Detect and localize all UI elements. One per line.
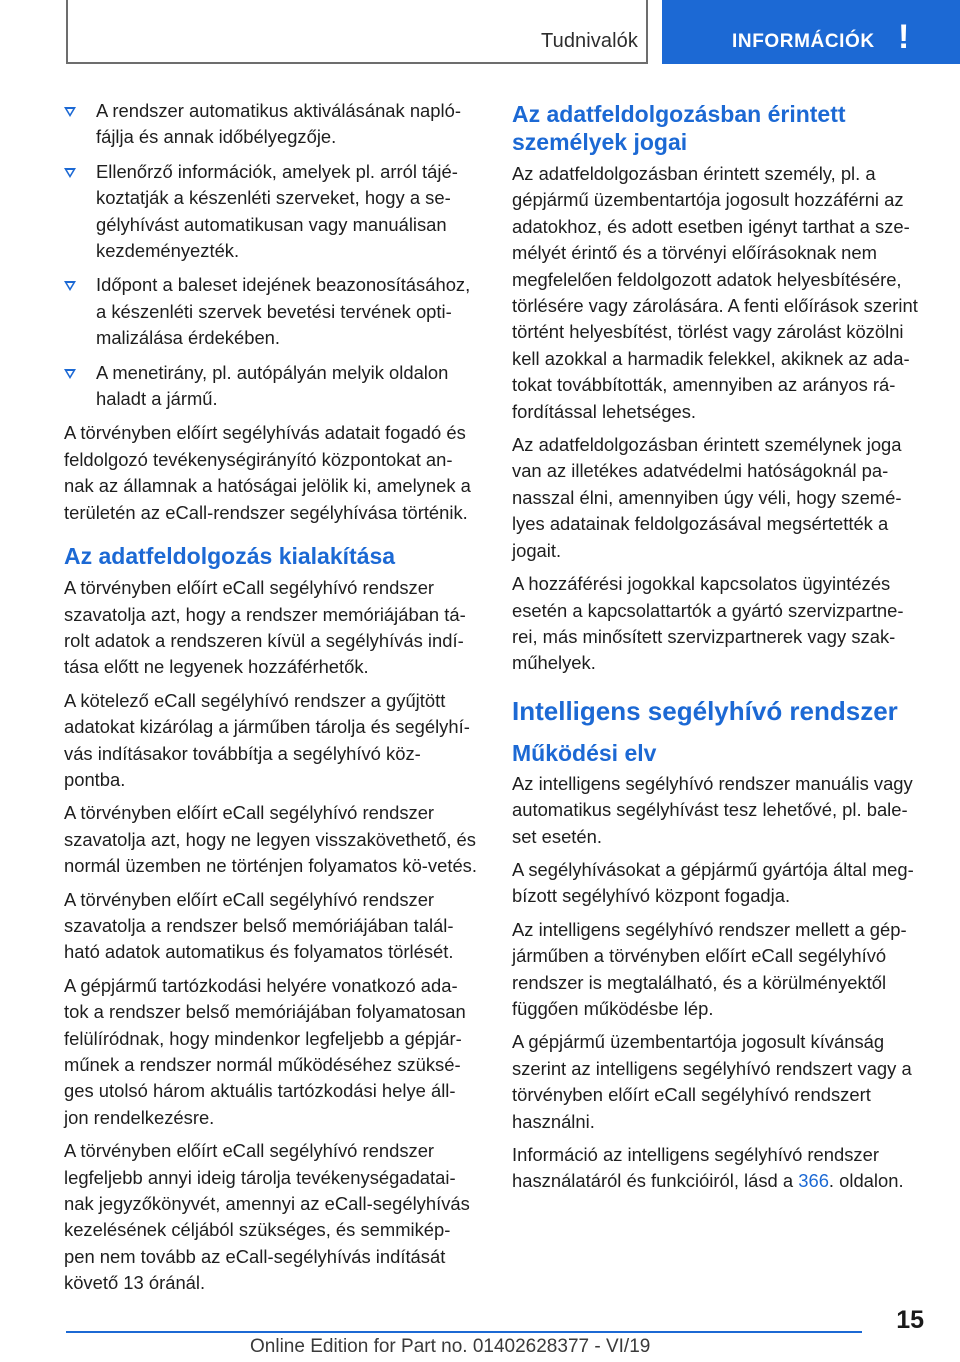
paragraph: A kötelező eCall segélyhívó rendszer a gyűjtött adatokat kizárólag a járműben tárolja és segélyhí-vás indításakor továbbítja a segélyhívó köz-pontba. [64,689,470,790]
footer-divider [66,1331,862,1333]
paragraph: A törvényben előírt eCall segélyhívó rendszer szavatolja azt, hogy ne legyen visszakövethető, és normál üzemben ne történjen folyamatos kö-vetés. [64,802,477,877]
paragraph: A segélyhívásokat a gépjármű gyártója által meg-bízott segélyhívó központ fogadja. [512,858,914,907]
paragraph: Az intelligens segélyhívó rendszer manuális vagy automatikus segélyhívást tesz lehetővé, pl. bale-set esetén. [512,772,913,847]
paragraph: A törvényben előírt eCall segélyhívó rendszer szavatolja a rendszer belső memóriájában talál-ható adatok automatikus és folyamatos törlését. [64,888,454,963]
list-item: A rendszer automatikus aktiválásának napló-fájlja és annak időbélyegzője. [64,98,478,151]
list-item: Időpont a baleset idejének beazonosításához, a készenléti szervek bevetési tervének opti-malizálása érdekében. [64,272,478,351]
paragraph: Információ az intelligens segélyhívó rendszer használatáról és funkcióiról, lásd a 366. oldalon. [512,1144,904,1192]
paragraph: A törvényben előírt eCall segélyhívó rendszer legfeljebb annyi ideig tárolja tevékenységadatai-nak jegyzőkönyvét, amennyi az eCall-segélyhívás kezelésének céljából szükséges, és semmikép-pen nem tovább az eCall-segélyhívás indítását követő 13 óránál. [64,1140,470,1294]
paragraph: A gépjármű üzembentartója jogosult kívánság szerint az intelligens segélyhívó rendszert vagy a törvényben előírt eCall segélyhívó rendszert használni. [512,1031,912,1132]
triangle-bullet-icon [64,281,76,291]
paragraph: Az adatfeldolgozásban érintett személy, pl. a gépjármű üzembentartója jogosult hozzáférni az adatokhoz, és adott esetben igényt tarthat a sze-mélyét érintő és a törvényi előírásoknak nem megfelelően feldolgozott adatok helyesbítésére, törlésére vagy zárolására. A fenti előírások szerint történt helyesbítést, törlést vagy zárolást közölni kell azokkal a harmadik felekkel, akiknek az ada-tokat továbbították, amennyiben az arányos rá-fordítással lehetséges. [512,163,918,422]
list-item: Ellenőrző információk, amelyek pl. arról tájé-koztatják a készenléti szerveket, hogy a se-gélyhívást automatikusan vagy manuálisan kezdeményezték. [64,159,478,265]
list-item: A menetirány, pl. autópályán melyik oldalon haladt a jármű. [64,360,478,413]
chapter-heading: Intelligens segélyhívó rendszer [512,695,898,726]
edition-footer: Online Edition for Part no. 01402628377 - VI/19 [250,1336,651,1357]
section-title: Tudnivalók [541,30,638,52]
page-number: 15 [896,1306,924,1334]
exclamation-icon: ! [898,18,910,56]
subsection-heading: Működési elv [512,739,657,766]
paragraph: A hozzáférési jogokkal kapcsolatos ügyintézés esetén a kapcsolattartók a gyártó szervizpartne-rei, más minősített szervizpartnerek vagy szak-műhelyek. [512,573,904,674]
section-heading: Az adatfeldolgozásban érintett személyek jogai [512,101,846,155]
paragraph: Az intelligens segélyhívó rendszer mellett a gép-járműben a törvényben előírt eCall segélyhívó rendszer is megtalálható, és a körülményektől függően működésbe lép. [512,918,907,1019]
paragraph: A törvényben előírt segélyhívás adatait fogadó és feldolgozó tevékenységirányító központokat an-nak az államnak a hatóságai jelölik ki, amelynek a területén az eCall-rendszer segélyhívása történik. [64,422,471,523]
paragraph: Az adatfeldolgozásban érintett személynek joga van az illetékes adatvédelmi hatóságoknál pa-nasszal élni, amennyiben úgy véli, hogy szemé-lyes adatainak feldolgozásával megsértették a jogait. [512,434,902,561]
left-column [64,98,478,1304]
chapter-title: INFORMÁCIÓK [732,31,875,52]
section-heading: Az adatfeldolgozás kialakítása [64,543,396,570]
page-reference-link[interactable]: 366 [798,1170,829,1192]
triangle-bullet-icon [64,168,76,178]
triangle-bullet-icon [64,369,76,379]
paragraph: A törvényben előírt eCall segélyhívó rendszer szavatolja azt, hogy a rendszer memóriájában tá-rolt adatok a rendszeren kívül a segélyhívás indí-tása előtt ne legyenek hozzáférhetők. [64,577,466,678]
triangle-bullet-icon [64,107,76,117]
right-column [512,98,926,1202]
paragraph: A gépjármű tartózkodási helyére vonatkozó ada-tok a rendszer belső memóriájában folyamatosan felülíródnak, hogy mindenkor legfeljebb a gépjár-műnek a rendszer normál működéséhez szüksé-ges utolsó három aktuális tartózkodási helye áll-jon rendelkezésre. [64,974,466,1128]
bullet-list [64,98,478,412]
